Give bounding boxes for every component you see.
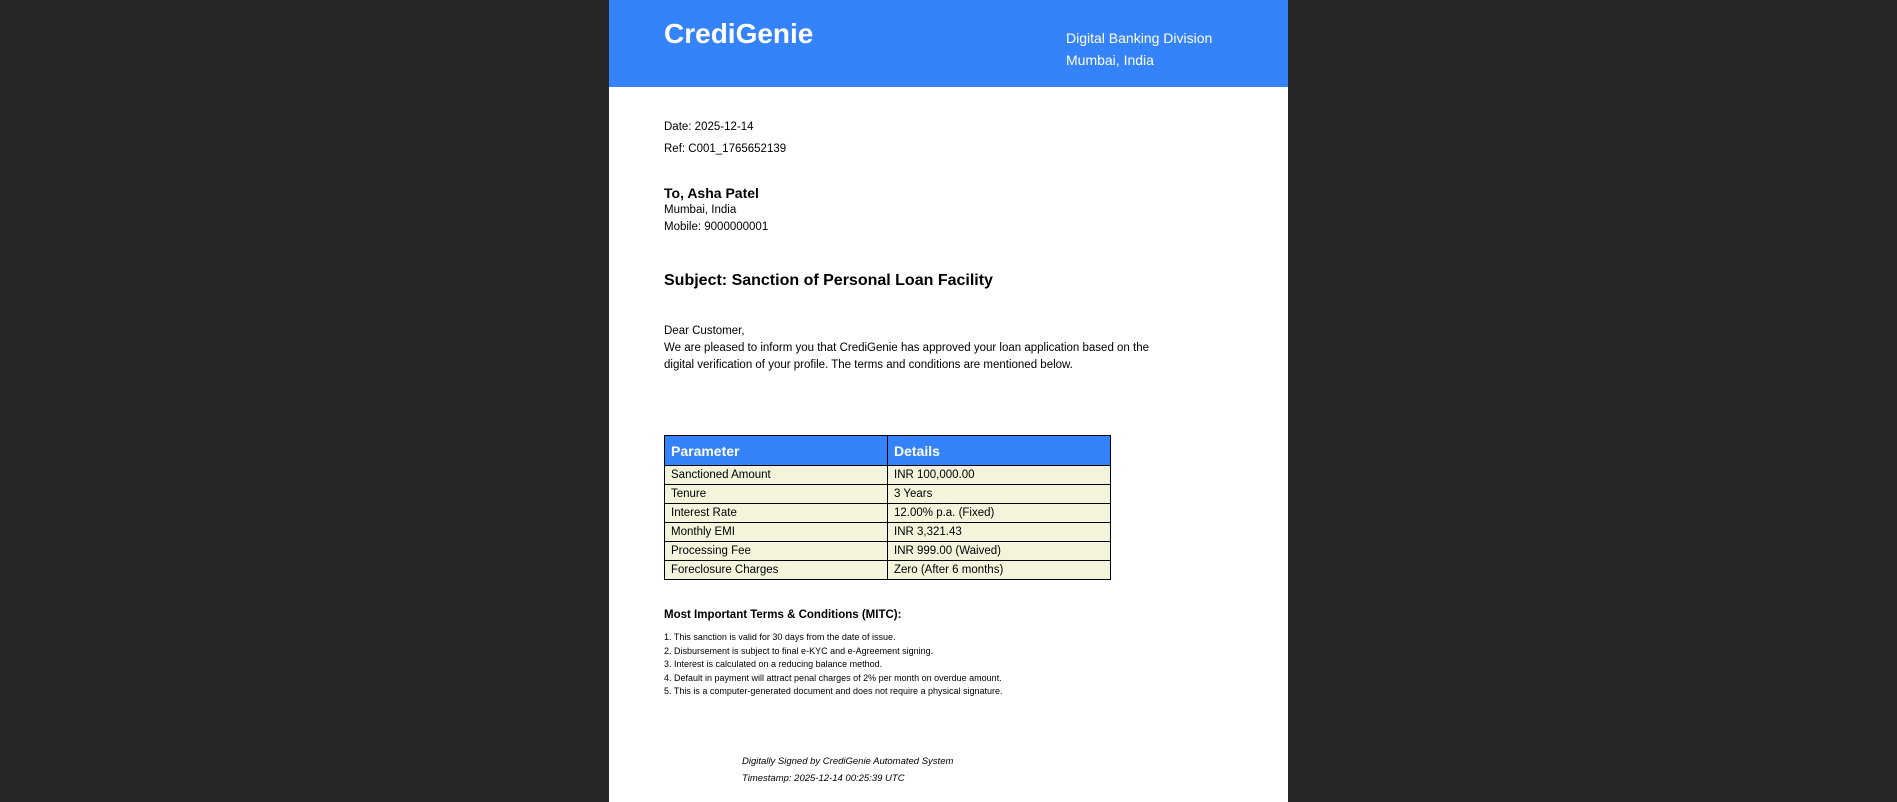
digital-signature-line: Digitally Signed by CrediGenie Automated System	[742, 756, 954, 767]
details-cell: Zero (After 6 months)	[888, 561, 1111, 580]
division-name: Digital Banking Division	[1066, 30, 1213, 46]
mitc-list	[664, 631, 1003, 699]
document-page	[609, 0, 1288, 802]
details-cell: INR 999.00 (Waived)	[888, 542, 1111, 561]
list-item: 2. Disbursement is subject to final e-KYC and e-Agreement signing.	[664, 645, 934, 656]
brand-logo-text: CrediGenie	[664, 18, 814, 49]
letter-ref: Ref: C001_1765652139	[664, 143, 787, 155]
details-cell: INR 100,000.00	[888, 466, 1111, 485]
recipient-name: To, Asha Patel	[664, 185, 759, 201]
table-row	[665, 542, 1111, 561]
list-item: 3. Interest is calculated on a reducing balance method.	[664, 659, 883, 669]
body-text: We are pleased to inform you that CrediGenie has approved your loan application based on the digital verification of your profile. The terms and conditions are mentioned below.	[664, 342, 1150, 371]
table-row	[665, 485, 1111, 504]
parameter-cell: Foreclosure Charges	[665, 561, 888, 580]
details-cell: 12.00% p.a. (Fixed)	[888, 504, 1111, 523]
details-cell: 3 Years	[888, 485, 1111, 504]
letter-date: Date: 2025-12-14	[664, 121, 754, 133]
loan-terms-table	[664, 435, 1111, 580]
column-header-details: Details	[888, 436, 1111, 466]
letterhead-header	[609, 0, 1288, 87]
letter-body	[664, 323, 1164, 374]
table-row	[665, 466, 1111, 485]
table-row	[665, 523, 1111, 542]
parameter-cell: Sanctioned Amount	[665, 466, 888, 485]
greeting: Dear Customer,	[664, 325, 745, 337]
division-location: Mumbai, India	[1066, 52, 1154, 68]
letter-subject: Subject: Sanction of Personal Loan Facility	[664, 272, 993, 289]
details-cell: INR 3,321.43	[888, 523, 1111, 542]
parameter-cell: Tenure	[665, 485, 888, 504]
table-row	[665, 504, 1111, 523]
parameter-cell: Processing Fee	[665, 542, 888, 561]
column-header-parameter: Parameter	[665, 436, 888, 466]
table-row	[665, 561, 1111, 580]
mitc-heading: Most Important Terms & Conditions (MITC):	[664, 609, 902, 621]
list-item: 1. This sanction is valid for 30 days from the date of issue.	[664, 632, 896, 642]
parameter-cell: Monthly EMI	[665, 523, 888, 542]
list-item: 4. Default in payment will attract penal charges of 2% per month on overdue amount.	[664, 672, 1002, 683]
recipient-city: Mumbai, India	[664, 204, 737, 216]
table-header-row	[665, 436, 1111, 466]
parameter-cell: Interest Rate	[665, 504, 888, 523]
signature-timestamp: Timestamp: 2025-12-14 00:25:39 UTC	[742, 773, 905, 784]
list-item: 5. This is a computer-generated document and does not require a physical signature.	[664, 686, 1003, 696]
recipient-mobile: Mobile: 9000000001	[664, 221, 769, 233]
